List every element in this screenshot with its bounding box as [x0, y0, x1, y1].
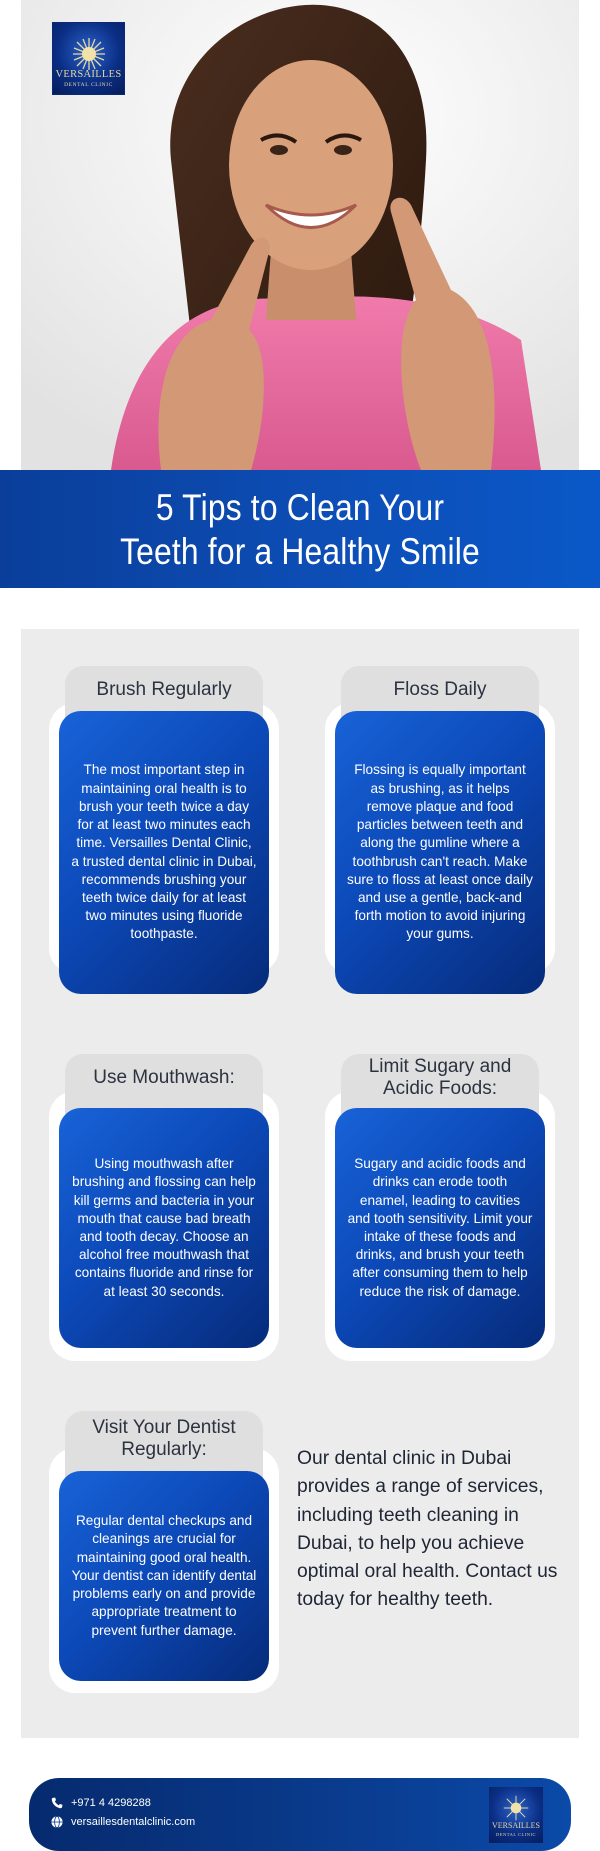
tip-card-sugary-foods — [325, 1054, 555, 1361]
tip-card-floss — [325, 666, 555, 974]
logo-sun-icon — [72, 37, 106, 71]
tip-heading: Brush Regularly — [65, 666, 263, 726]
tip-heading: Visit Your Dentist Regularly: — [65, 1411, 263, 1481]
tip-card-brush — [49, 666, 279, 974]
title-line-2: Teeth for a Healthy Smile — [120, 531, 480, 572]
clinic-logo — [52, 22, 125, 95]
closing-paragraph: Our dental clinic in Dubai provides a range of services, including teeth cleaning in Dubai, to help you achieve optimal oral health. Contact us today for healthy teeth. — [297, 1448, 558, 1611]
website-row[interactable] — [51, 1816, 195, 1828]
logo-subtitle: DENTAL CLINIC — [64, 82, 113, 88]
tip-heading: Floss Daily — [341, 666, 539, 726]
tip-card-dentist — [49, 1411, 279, 1693]
footer-logo-name: VERSAILLES — [492, 1821, 540, 1830]
phone-number: +971 4 4298288 — [71, 1797, 151, 1809]
tip-body: Regular dental checkups and cleanings are crucial for maintaining good oral health. Your dentist can identify dental problems early on and provide appropriate treatment to prevent further damage. — [59, 1471, 269, 1681]
website-link: versaillesdentalclinic.com — [71, 1816, 196, 1828]
contact-footer — [29, 1778, 571, 1851]
logo-name: VERSAILLES — [55, 69, 122, 80]
phone-row[interactable] — [51, 1797, 151, 1809]
title-line-1: 5 Tips to Clean Your — [155, 487, 445, 528]
tip-heading: Use Mouthwash: — [65, 1054, 263, 1114]
tip-body: Flossing is equally important as brushing, as it helps remove plaque and food particles between teeth and along the gumline where a toothbrush can't reach. Make sure to floss at least once daily and use a gentle, back-and forth motion to avoid injuring your gums. — [335, 711, 545, 994]
footer-logo — [489, 1787, 543, 1843]
logo-sun-icon — [503, 1795, 529, 1821]
globe-icon — [51, 1816, 63, 1828]
footer-logo-subtitle: DENTAL CLINIC — [495, 1832, 537, 1837]
tip-heading: Limit Sugary and Acidic Foods: — [341, 1054, 539, 1114]
tip-card-mouthwash — [49, 1054, 279, 1361]
phone-icon — [51, 1797, 63, 1809]
tip-body: Using mouthwash after brushing and flossing can help kill germs and bacteria in your mouth that cause bad breath and tooth decay. Choose an alcohol free mouthwash that contains fluoride and rinse for at least 30 seconds. — [59, 1108, 269, 1348]
tip-body: The most important step in maintaining oral health is to brush your teeth twice a day for at least two minutes each time. Versailles Dental Clinic, a trusted dental clinic in Dubai, recommends brushing your teeth twice daily for at least two minutes using fluoride toothpaste. — [59, 711, 269, 994]
page-title — [42, 486, 558, 574]
title-banner — [0, 470, 600, 588]
tip-body: Sugary and acidic foods and drinks can erode tooth enamel, leading to cavities and tooth sensitivity. Limit your intake of these foods and drinks, and brush your teeth after consuming them to help reduce the risk of damage. — [335, 1108, 545, 1348]
hero-image — [21, 0, 579, 470]
